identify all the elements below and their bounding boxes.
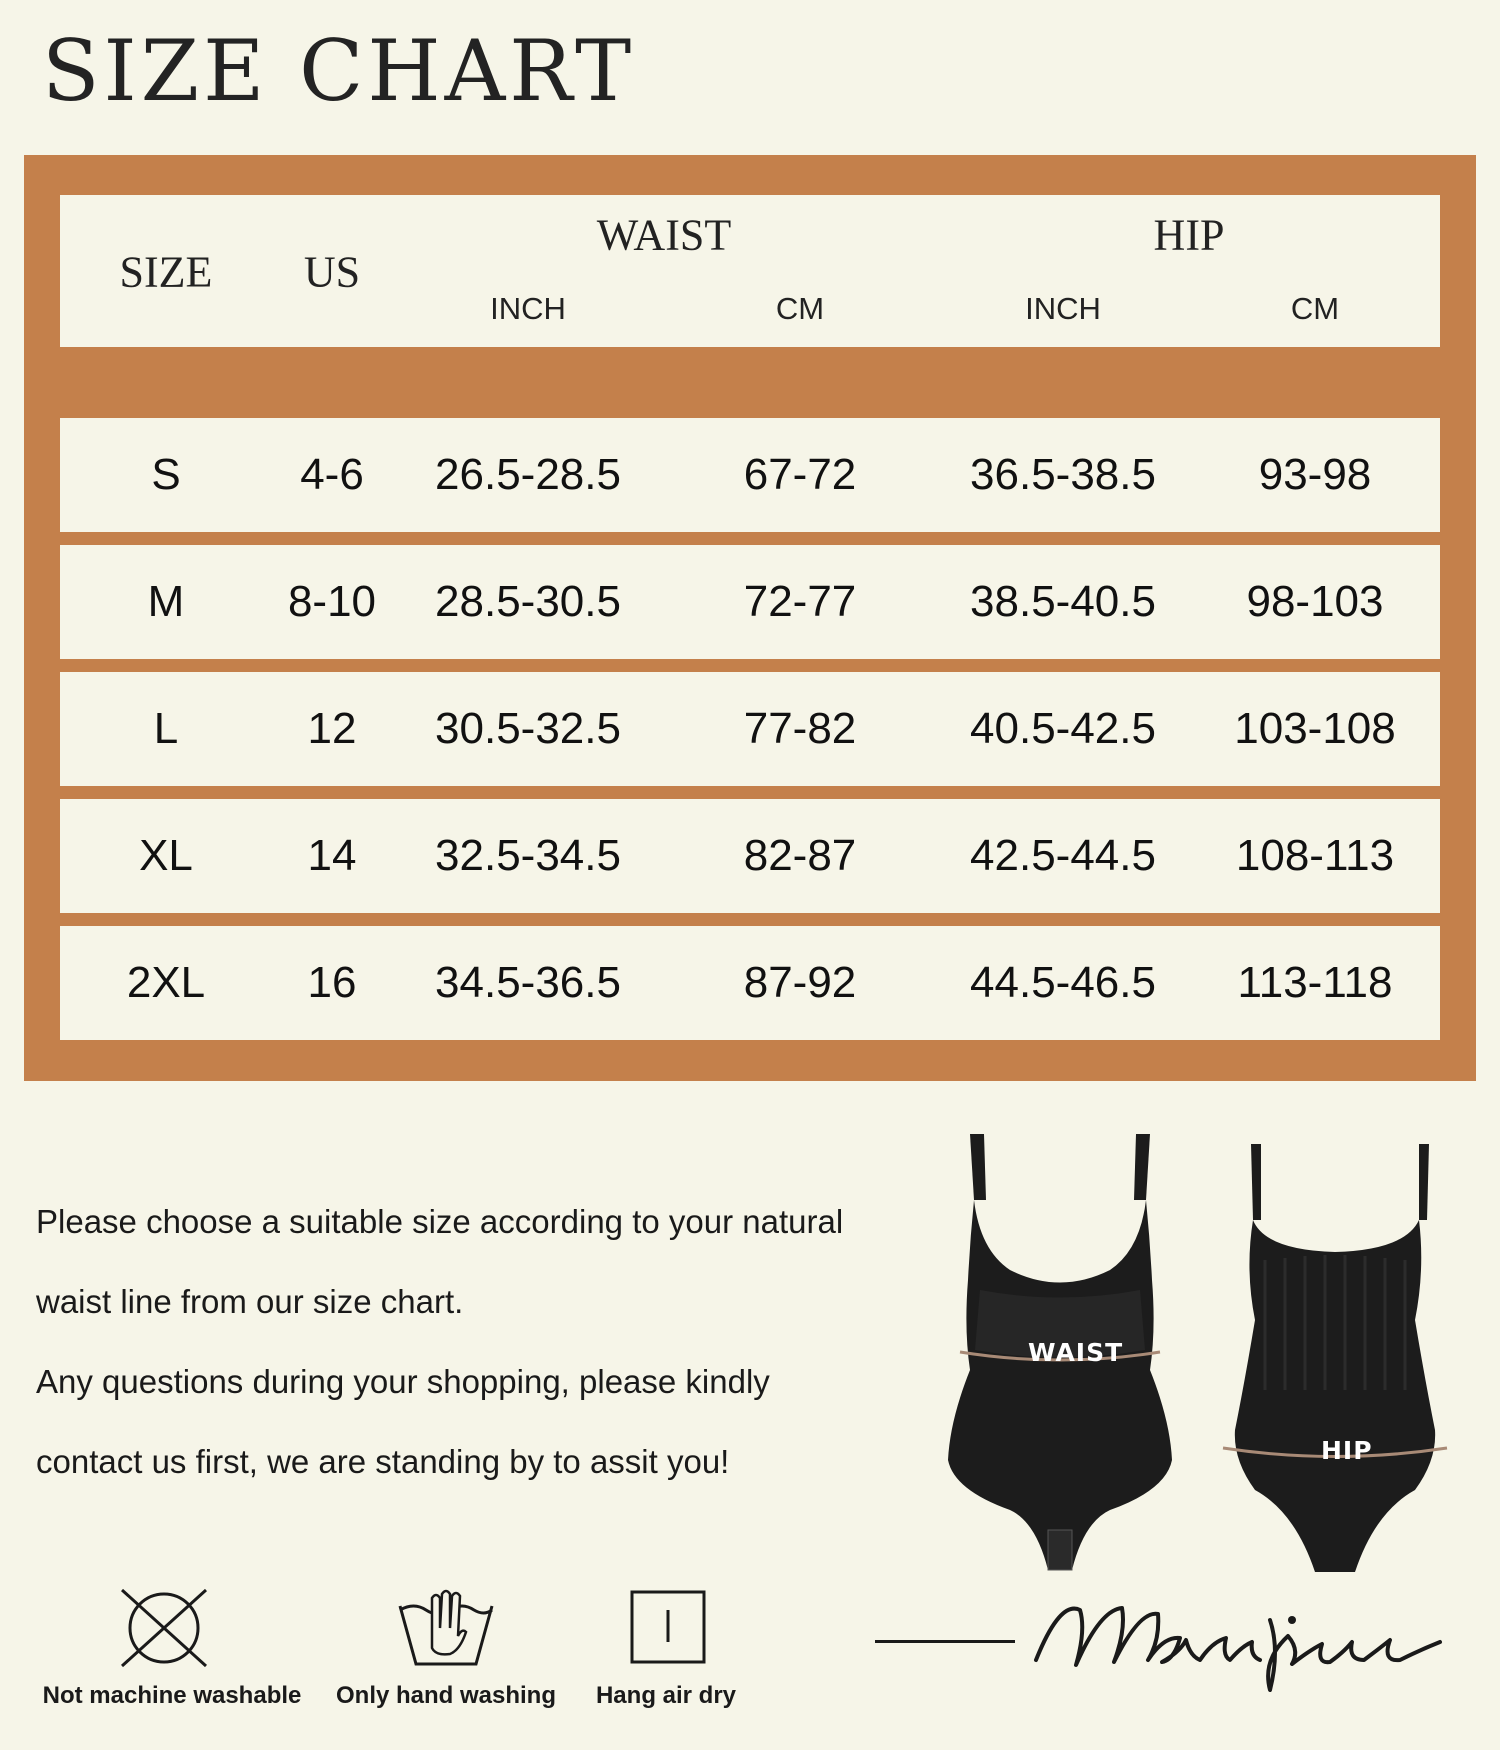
care-label: Not machine washable bbox=[42, 1682, 302, 1709]
cell-hip-inch: 44.5-46.5 bbox=[970, 958, 1156, 1007]
page-title: SIZE CHART bbox=[42, 22, 636, 120]
table-row bbox=[60, 926, 1440, 1040]
cell-waist-inch: 28.5-30.5 bbox=[435, 577, 621, 626]
cell-hip-cm: 103-108 bbox=[1234, 704, 1396, 753]
cell-hip-cm: 93-98 bbox=[1258, 450, 1372, 499]
note-line: contact us first, we are standing by to assit you! bbox=[36, 1443, 730, 1480]
cell-waist-inch: 34.5-36.5 bbox=[435, 958, 621, 1007]
cell-us: 12 bbox=[307, 704, 357, 753]
hang-dry-icon bbox=[630, 1590, 706, 1664]
header-waist-cm: CM bbox=[775, 291, 825, 326]
cell-waist-inch: 26.5-28.5 bbox=[435, 450, 621, 499]
cell-hip-inch: 40.5-42.5 bbox=[970, 704, 1156, 753]
hip-measure-label: HIP bbox=[1321, 1436, 1373, 1465]
table-row bbox=[60, 418, 1440, 532]
waist-measure-label: WAIST bbox=[1028, 1338, 1124, 1367]
cell-hip-cm: 98-103 bbox=[1246, 577, 1384, 626]
header-us: US bbox=[303, 247, 361, 297]
care-label: Only hand washing bbox=[335, 1682, 557, 1709]
header-waist-inch: INCH bbox=[490, 291, 566, 326]
header-size: SIZE bbox=[119, 247, 213, 297]
cell-size: M bbox=[147, 577, 185, 626]
note-line: Please choose a suitable size according to your natural bbox=[36, 1203, 844, 1240]
cell-hip-cm: 113-118 bbox=[1237, 958, 1393, 1007]
cell-waist-cm: 87-92 bbox=[743, 958, 857, 1007]
care-label: Hang air dry bbox=[595, 1682, 737, 1709]
cell-us: 8-10 bbox=[287, 577, 377, 626]
cell-waist-cm: 82-87 bbox=[743, 831, 857, 880]
signature-rule bbox=[875, 1640, 1015, 1643]
cell-hip-inch: 36.5-38.5 bbox=[970, 450, 1156, 499]
cell-size: S bbox=[151, 450, 181, 499]
cell-us: 4-6 bbox=[300, 450, 364, 499]
size-advice-note bbox=[36, 1182, 916, 1502]
cell-hip-inch: 42.5-44.5 bbox=[970, 831, 1156, 880]
header-hip-cm: CM bbox=[1290, 291, 1340, 326]
table-row bbox=[60, 672, 1440, 786]
no-machine-wash-icon bbox=[116, 1588, 212, 1668]
cell-waist-inch: 32.5-34.5 bbox=[435, 831, 621, 880]
table-header bbox=[60, 195, 1440, 347]
cell-waist-cm: 67-72 bbox=[743, 450, 857, 499]
note-line: waist line from our size chart. bbox=[36, 1283, 464, 1320]
cell-size: 2XL bbox=[126, 958, 206, 1007]
header-hip-inch: INCH bbox=[1025, 291, 1101, 326]
cell-hip-inch: 38.5-40.5 bbox=[970, 577, 1156, 626]
cell-size: L bbox=[153, 704, 179, 753]
header-hip: HIP bbox=[1153, 210, 1225, 260]
brand-logo bbox=[1030, 1590, 1490, 1700]
bodysuit-back-image bbox=[1215, 1140, 1455, 1575]
note-line: Any questions during your shopping, please kindly bbox=[36, 1363, 770, 1400]
table-row bbox=[60, 799, 1440, 913]
cell-us: 14 bbox=[307, 831, 357, 880]
bodysuit-back-drawing bbox=[1215, 1140, 1455, 1575]
cell-hip-cm: 108-113 bbox=[1235, 831, 1395, 880]
cell-waist-cm: 77-82 bbox=[743, 704, 857, 753]
table-row bbox=[60, 545, 1440, 659]
header-waist: WAIST bbox=[596, 210, 732, 260]
hand-wash-icon bbox=[396, 1588, 496, 1668]
cell-size: XL bbox=[139, 831, 193, 880]
cell-waist-inch: 30.5-32.5 bbox=[435, 704, 621, 753]
bodysuit-front-image bbox=[940, 1130, 1180, 1575]
cell-us: 16 bbox=[307, 958, 357, 1007]
cell-waist-cm: 72-77 bbox=[743, 577, 857, 626]
size-chart-table bbox=[24, 155, 1476, 1081]
